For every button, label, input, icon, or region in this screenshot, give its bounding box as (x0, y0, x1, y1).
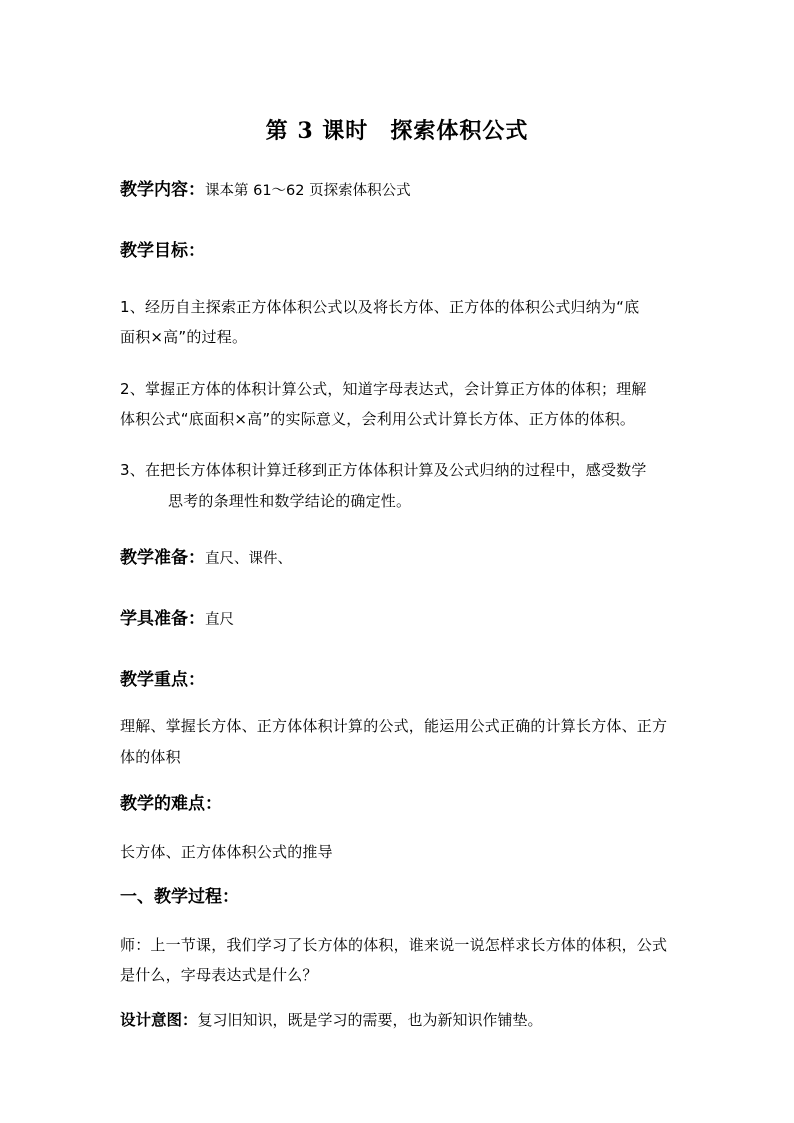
teaching-prep-label: 教学准备： (120, 548, 205, 568)
teaching-content-row (120, 180, 680, 201)
process-heading: 一、教学过程： (120, 887, 239, 907)
process-heading-row (120, 887, 680, 907)
learning-tools-row (120, 609, 680, 630)
teacher-line-2: 是什么，字母表达式是什么？ (120, 966, 318, 984)
goal-2-line-1: 2、掌握正方体的体积计算公式，知道字母表达式，会计算正方体的体积；理解 (120, 380, 647, 398)
lesson-number: 第 3 课时 (265, 118, 369, 144)
teaching-prep-value: 直尺、课件、 (205, 551, 292, 567)
goal-2-line-2: 体积公式“底面积×高”的实际意义，会利用公式计算长方体、正方体的体积。 (120, 410, 636, 428)
design-intent-row (120, 1010, 680, 1030)
lesson-topic: 探索体积公式 (390, 118, 529, 144)
goal-3-line-1: 3、在把长方体体积计算迁移到正方体体积计算及公式归纳的过程中，感受数学 (120, 461, 647, 479)
goal-3-line-2: 思考的条理性和数学结论的确定性。 (168, 492, 412, 510)
teaching-goals-heading (120, 241, 680, 261)
learning-tools-value: 直尺 (205, 612, 234, 628)
teaching-content-label: 教学内容： (120, 180, 205, 200)
design-intent-value: 复习旧知识，既是学习的需要，也为新知识作铺垫。 (197, 1011, 543, 1029)
learning-tools-label: 学具准备： (120, 609, 205, 629)
teaching-goals-label: 教学目标： (120, 241, 205, 261)
difficult-points-line-1: 长方体、正方体体积公式的推导 (120, 843, 333, 861)
key-points-line-2: 体的体积 (120, 748, 181, 766)
goal-1-line-1: 1、经历自主探索正方体体积公式以及将长方体、正方体的体积公式归纳为“底 (120, 298, 640, 316)
teaching-prep-row (120, 548, 680, 569)
teaching-content-value: 课本第 61～62 页探索体积公式 (205, 183, 411, 199)
design-intent-label: 设计意图： (120, 1010, 198, 1029)
goal-1-line-2: 面积×高”的过程。 (120, 328, 248, 346)
key-points-heading (120, 670, 680, 690)
page-title (0, 114, 794, 145)
key-points-label: 教学重点： (120, 670, 205, 690)
teacher-line-1: 师：上一节课，我们学习了长方体的体积，谁来说一说怎样求长方体的体积，公式 (120, 936, 668, 954)
difficult-points-label: 教学的难点： (120, 794, 222, 814)
difficult-points-heading (120, 794, 680, 814)
key-points-line-1: 理解、掌握长方体、正方体体积计算的公式，能运用公式正确的计算长方体、正方 (120, 717, 668, 735)
